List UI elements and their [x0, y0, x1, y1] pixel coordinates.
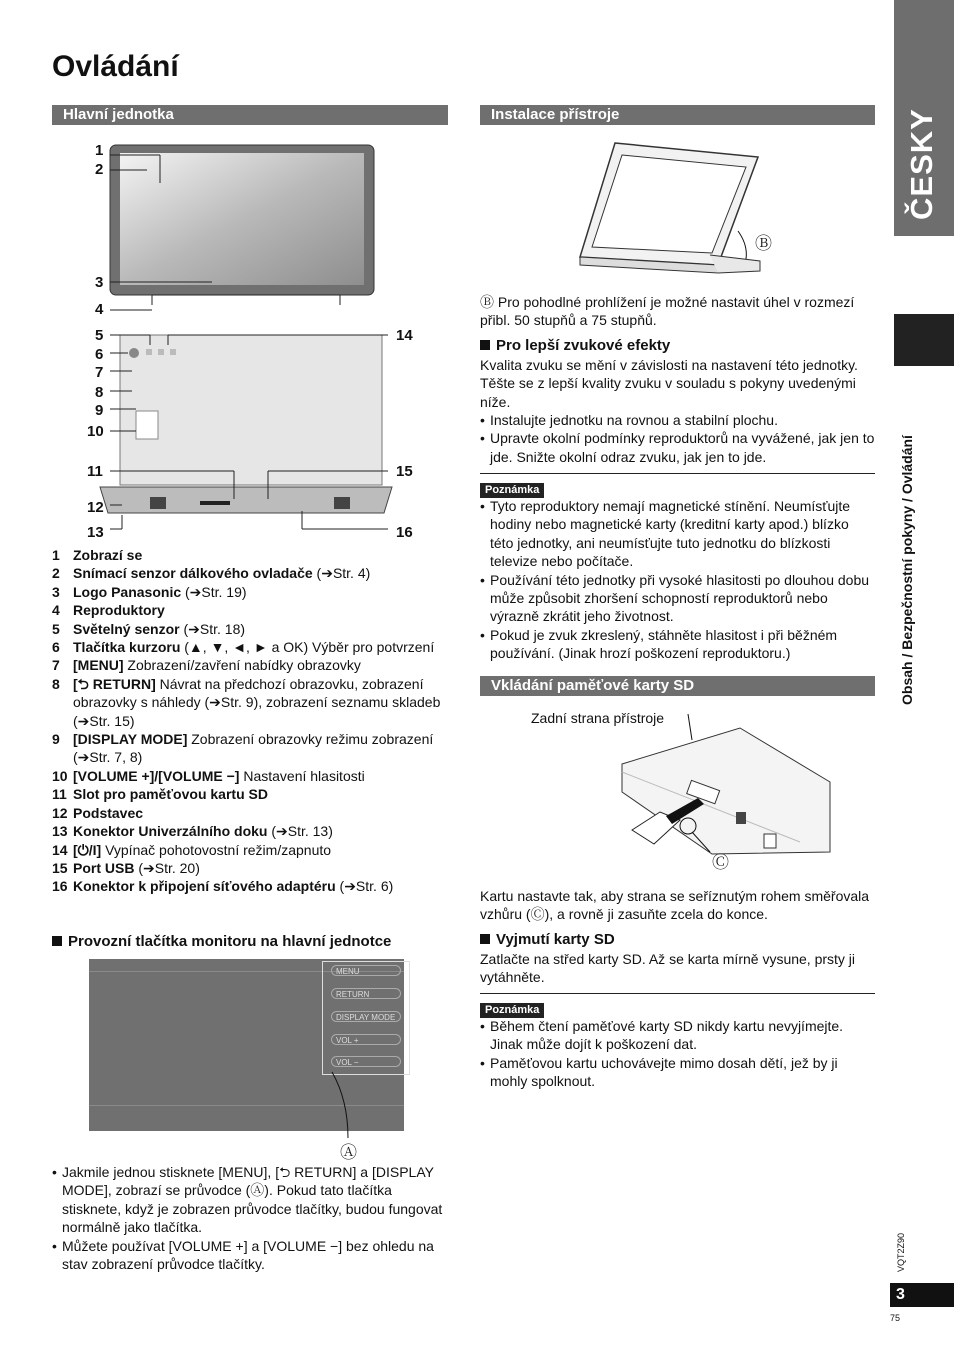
list-item: 3 Logo Panasonic (➔Str. 19) — [52, 583, 247, 600]
sd-caption: Zadní strana přístroje — [531, 710, 665, 726]
callout-12: 12 — [87, 499, 104, 516]
remove-text: Zatlačte na střed karty SD. Až se karta mírně vysune, prsty ji vytáhněte. — [480, 951, 856, 986]
angle-marker-b: Ⓑ — [755, 234, 772, 253]
note-label: Poznámka — [480, 480, 544, 498]
list-item: • Během čtení paměťové karty SD nikdy kartu nevyjímejte. Jinak může dojít k poškození dat. — [480, 1017, 875, 1054]
button-guide-panel — [322, 961, 410, 1075]
divider — [480, 473, 875, 474]
callout-11: 11 — [87, 463, 103, 480]
section-heading-sd: Vkládání paměťové karty SD — [480, 676, 875, 696]
language-tab — [894, 0, 954, 236]
list-item: • Pokud je zvuk zkreslený, stáhněte hlasitost i při běžném používání. (Jinak hrozí poškození reproduktoru.) — [480, 626, 875, 663]
list-item: 16 Konektor k připojení síťového adaptéru (➔Str. 6) — [52, 878, 394, 895]
callout-13: 13 — [87, 524, 104, 541]
sd-marker-c: Ⓒ — [712, 853, 729, 872]
divider — [480, 993, 875, 994]
list-item: • Používání této jednotky při vysoké hlasitosti po dlouhou dobu může způsobit zhoršení schopností reproduktorů nebo výrazně zkrátit jeho životnost. — [480, 571, 875, 626]
list-item: 6 Tlačítka kurzoru (▲, ▼, ◄, ► a OK) Výběr pro potvrzení — [52, 639, 435, 656]
guide-label-return: RETURN — [331, 988, 401, 999]
list-item: 7 [MENU] Zobrazení/zavření nabídky obrazovky — [52, 657, 361, 674]
callout-4: 4 — [95, 301, 104, 318]
guide-label-vol-minus: VOL − — [331, 1056, 401, 1067]
note-label: Poznámka — [480, 1000, 544, 1018]
note-list-2 — [480, 1017, 875, 1091]
buttons-notes — [52, 1163, 448, 1273]
sound-bullets — [480, 411, 875, 466]
list-item: • Upravte okolní podmínky reproduktorů na vyvážené, jak jen to jde. Snižte okolní odraz zvuku, jak jen to jde. — [480, 429, 875, 466]
guide-label-menu: MENU — [331, 965, 401, 976]
callout-3: 3 — [95, 274, 104, 291]
callout-8: 8 — [95, 384, 104, 401]
list-item: 9 [DISPLAY MODE] Zobrazení obrazovky režimu zobrazení (➔Str. 7, 8) — [52, 731, 434, 766]
section-heading-install: Instalace přístroje — [480, 105, 875, 125]
callout-5: 5 — [95, 327, 104, 344]
section-marker — [894, 314, 954, 366]
list-item: 11 Slot pro paměťovou kartu SD — [52, 786, 268, 803]
callout-2: 2 — [95, 161, 104, 178]
list-item: 14 [⏻/I] Vypínač pohotovostní režim/zapnuto — [52, 841, 332, 858]
callout-9: 9 — [95, 402, 104, 419]
callout-10: 10 — [87, 423, 104, 440]
sd-text: Kartu nastavte tak, aby strana se seříznutým rohem směřovala vzhůru (Ⓒ), a rovně ji zasuňte zcela do konce. — [480, 888, 870, 923]
list-item: • Paměťovou kartu uchovávejte mimo dosah dětí, jež by ji mohly spolknout. — [480, 1054, 875, 1091]
list-item: 13 Konektor Univerzálního doku (➔Str. 13) — [52, 823, 333, 840]
parts-list — [52, 546, 450, 896]
callout-14: 14 — [396, 327, 413, 344]
page-small-number: 75 — [890, 1313, 901, 1323]
sound-text: Kvalita zvuku se mění v závislosti na nastavení této jednotky. Těšte se z lepší kvality zvuku v souladu s pokyny uvedenými níže. — [480, 357, 858, 410]
angle-note: Ⓑ Pro pohodlné prohlížení je možné nastavit úhel v rozmezí přibl. 50 stupňů a 75 stupňů. — [480, 294, 855, 329]
note-list-1 — [480, 497, 875, 663]
callout-6: 6 — [95, 346, 104, 363]
list-item: 4 Reproduktory — [52, 602, 165, 619]
doc-code: VQT2Z90 — [896, 1232, 906, 1272]
page-title: Ovládání — [52, 50, 179, 83]
list-item: • Instalujte jednotku na rovnou a stabilní plochu. — [480, 411, 875, 429]
list-item: • Můžete používat [VOLUME +] a [VOLUME −] bez ohledu na stav zobrazení průvodce tlačítky. — [52, 1237, 448, 1274]
list-item: 5 Světelný senzor (➔Str. 18) — [52, 620, 246, 637]
callout-15: 15 — [396, 463, 413, 480]
callout-7: 7 — [95, 364, 104, 381]
buttons-heading: Provozní tlačítka monitoru na hlavní jednotce — [52, 933, 391, 951]
guide-label-vol-plus: VOL + — [331, 1034, 401, 1045]
list-item: 12 Podstavec — [52, 804, 144, 821]
list-item: • Jakmile jednou stisknete [MENU], [⮌ RETURN] a [DISPLAY MODE], zobrazí se průvodce (Ⓐ). Pokud tato tlačítka stisknete, když je zobrazen průvodce tlačítky, budou fungovat normálně jako tlačítka. — [52, 1163, 448, 1237]
list-item: • Tyto reproduktory nemají magnetické stínění. Neumísťujte hodiny nebo magnetické karty (kreditní karty apod.) blízko této jednotky, ani neumísťujte tuto jednotku do blízkosti televize nebo počítače. — [480, 497, 875, 571]
section-breadcrumb: Obsah / Bezpečnostní pokyny / Ovládání — [899, 435, 915, 705]
main-unit-illustration — [52, 135, 452, 545]
callout-16: 16 — [396, 524, 413, 541]
guide-marker-a: Ⓐ — [340, 1143, 357, 1162]
callout-1: 1 — [95, 142, 104, 159]
list-item: 10 [VOLUME +]/[VOLUME −] Nastavení hlasitosti — [52, 767, 365, 784]
remove-heading: Vyjmutí karty SD — [480, 931, 615, 949]
list-item: 8 [⮌ RETURN] Návrat na předchozí obrazovku, zobrazení obrazovky s náhledy (➔Str. 9), zobrazení seznamu skladeb (➔Str. 15) — [52, 675, 441, 729]
list-item: 2 Snímací senzor dálkového ovladače (➔Str. 4) — [52, 565, 371, 582]
language-tab-label: ČESKY — [904, 108, 939, 220]
install-illustration — [570, 135, 770, 285]
list-item: 15 Port USB (➔Str. 20) — [52, 859, 200, 876]
page-number: 3 — [890, 1283, 954, 1307]
list-item: 1 Zobrazí se — [52, 547, 143, 563]
guide-label-display-mode: DISPLAY MODE — [331, 1011, 401, 1022]
guide-pointer — [330, 1070, 370, 1140]
sound-heading: Pro lepší zvukové efekty — [480, 337, 670, 355]
section-heading-main-unit: Hlavní jednotka — [52, 105, 448, 125]
